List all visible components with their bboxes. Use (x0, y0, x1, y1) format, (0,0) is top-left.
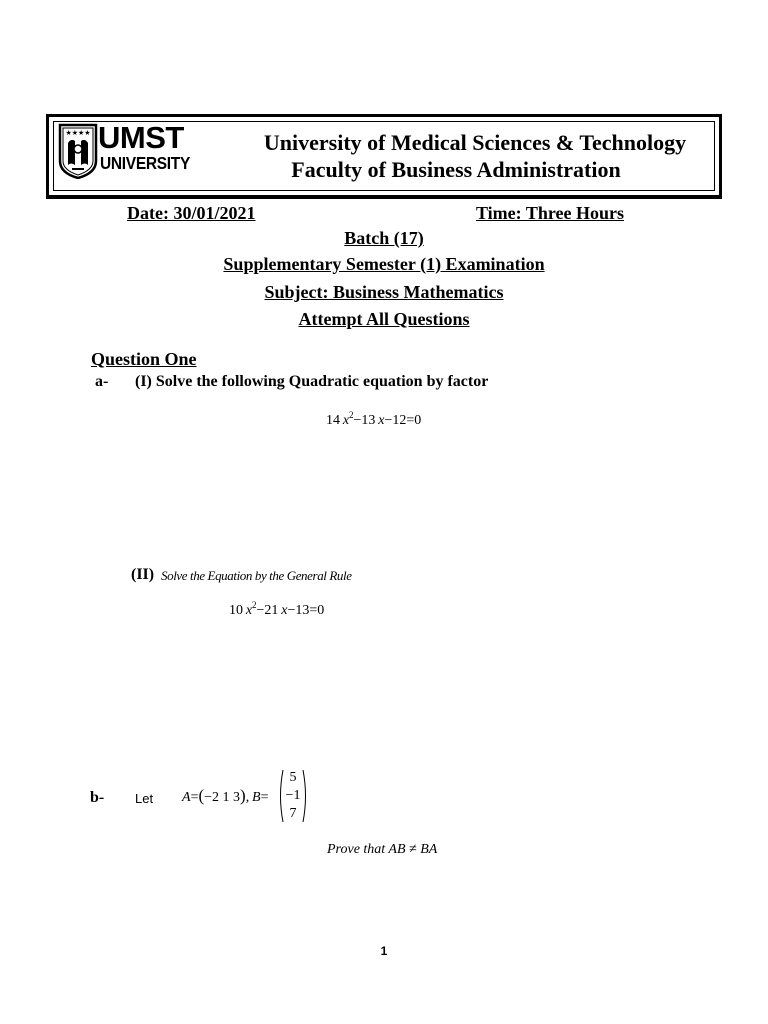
seal-icon (58, 121, 98, 179)
prove-statement: Prove that AB ≠ BA (327, 842, 438, 857)
header-rule (46, 198, 722, 199)
matrix-b-entry: −1 (285, 788, 301, 803)
part-a-ii-label: (II) (131, 566, 155, 583)
matrix-b-entry: 7 (289, 806, 297, 821)
university-logo (58, 120, 191, 181)
matrix-a-row: −2 1 3 (204, 790, 241, 805)
university-name: University of Medical Sciences & Technology (263, 130, 687, 155)
part-a-ii-text: Solve the Equation by the General Rule (161, 568, 352, 583)
part-b-label: b- (90, 789, 105, 806)
logo-subtitle: UNIVERSITY (100, 154, 191, 174)
matrix-b-entry: 5 (289, 770, 297, 785)
svg-text:★★★★: ★★★★ (65, 129, 91, 137)
exam-subject: Subject: Business Mathematics (264, 282, 504, 302)
exam-date-text: Date: 30/01/2021 (127, 203, 256, 223)
exam-batch: Batch (17) (344, 228, 424, 248)
equation-1: 14 $x^2-13$ x−12=0 (326, 410, 422, 428)
part-a-i-text: (I) Solve the following Quadratic equation by factor (135, 373, 489, 390)
equation-2: 10 $x^2-21$ x−13=0 (229, 600, 325, 618)
matrix-b (277, 768, 309, 824)
exam-instruction: Attempt All Questions (298, 309, 470, 329)
exam-time: Time: Three Hours (476, 203, 624, 223)
part-b-let: Let (135, 791, 154, 806)
faculty-name: Faculty of Business Administration (291, 157, 621, 182)
logo-wordmark: UMST (98, 120, 184, 155)
page-number: 1 (380, 944, 388, 958)
exam-semester: Supplementary Semester (1) Examination (223, 254, 545, 274)
exam-date (127, 202, 462, 224)
question-one-title: Question One (91, 349, 197, 369)
part-a-label: a- (95, 373, 109, 390)
matrix-definition: A=(−2 1 3), B= (182, 786, 269, 805)
